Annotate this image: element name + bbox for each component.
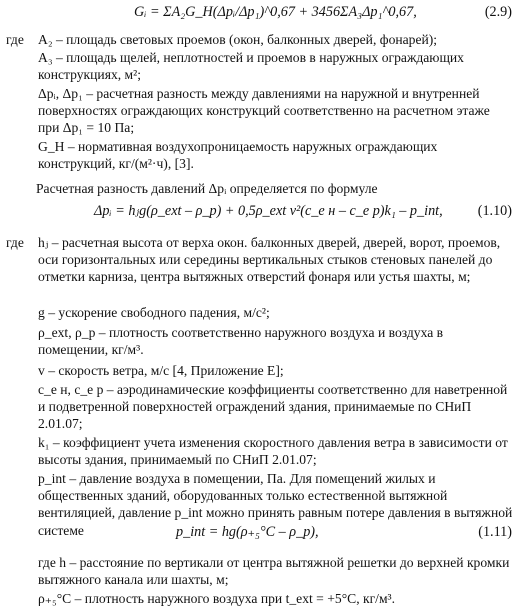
formula-expression: Gᵢ = ΣA₂G_H(Δpᵢ/Δp₁)^0,67 + 3456ΣA₃Δp₁^0,67,: [134, 4, 417, 20]
definition-v: v – скорость ветра, м/с [4, Приложение Е];: [38, 363, 284, 378]
definition-g: g – ускорение свободного падения, м/с²;: [38, 305, 270, 320]
definition-gh: G_H – нормативная воздухопроницаемость наружных ограждающих конструкций, кг/(м²·ч), [3].: [38, 139, 438, 172]
formula-number: (1.11): [478, 524, 512, 540]
definition-hj: hⱼ – расчетная высота от верха окон. балконных дверей, дверей, ворот, проемов, оси горизонтальных или середины вертикальных стыков стеновых панелей до отметки карниза, центра вытяжных отверстий фонаря или устья шахты, м;: [38, 235, 501, 285]
formula-number: (1.10): [477, 203, 512, 219]
definition-h: где h – расстояние по вертикали от центра вытяжной решетки до верхней кромки вытяжного канала или шахты, м;: [38, 555, 510, 588]
definition-rho: ρ_ext, ρ_p – плотность соответственно наружного воздуха и воздуха в помещении, кг/м³.: [38, 325, 444, 358]
intro-sentence: Расчетная разность давлений Δpᵢ определяется по формуле: [36, 181, 378, 196]
definition-k1: k₁ – коэффициент учета изменения скоростного давления ветра в зависимости от высоты здания, принимаемый по СНиП 2.01.07;: [38, 435, 508, 468]
formula-1-11: [0, 524, 526, 546]
where-label: где: [6, 32, 24, 47]
formula-expression: p_int = hg(ρ₊₅°C – ρ_p),: [176, 524, 319, 540]
definition-rho-5c: ρ₊₅°C – плотность наружного воздуха при t_ext = +5°С, кг/м³.: [38, 591, 396, 606]
definition-delta-p: Δpᵢ, Δp₁ – расчетная разность между давлениями на наружной и внутренней поверхностях ограждающих конструкций соответственно на расчетном этаже при Δp₁ = 10 Па;: [38, 86, 490, 136]
formula-1-10: [0, 203, 526, 225]
definition-ce: c_e н, c_e р – аэродинамические коэффициенты соответственно для наветренной и подветренной поверхностей ограждений здания, принимаемые по СНиП 2.01.07;: [38, 382, 508, 432]
where-label: где: [6, 235, 24, 250]
formula-expression: Δpᵢ = hⱼg(ρ_ext – ρ_p) + 0,5ρ_ext v²(c_e н – c_e р)k₁ – p_int,: [94, 203, 443, 219]
definition-pint: p_int – давление воздуха в помещении, Па. Для помещений жилых и общественных зданий, оборудованных только естественной вытяжной вентиляцией, давление p_int можно принять равным потере давления в вытяжной системе: [38, 471, 513, 538]
definition-a3: A₃ – площадь щелей, неплотностей и проемов в наружных ограждающих конструкциях, м²;: [38, 50, 464, 83]
formula-number: (2.9): [484, 4, 512, 20]
definition-a2: A₂ – площадь световых проемов (окон, балконных дверей, фонарей);: [38, 32, 438, 47]
formula-2-9: [0, 4, 526, 26]
